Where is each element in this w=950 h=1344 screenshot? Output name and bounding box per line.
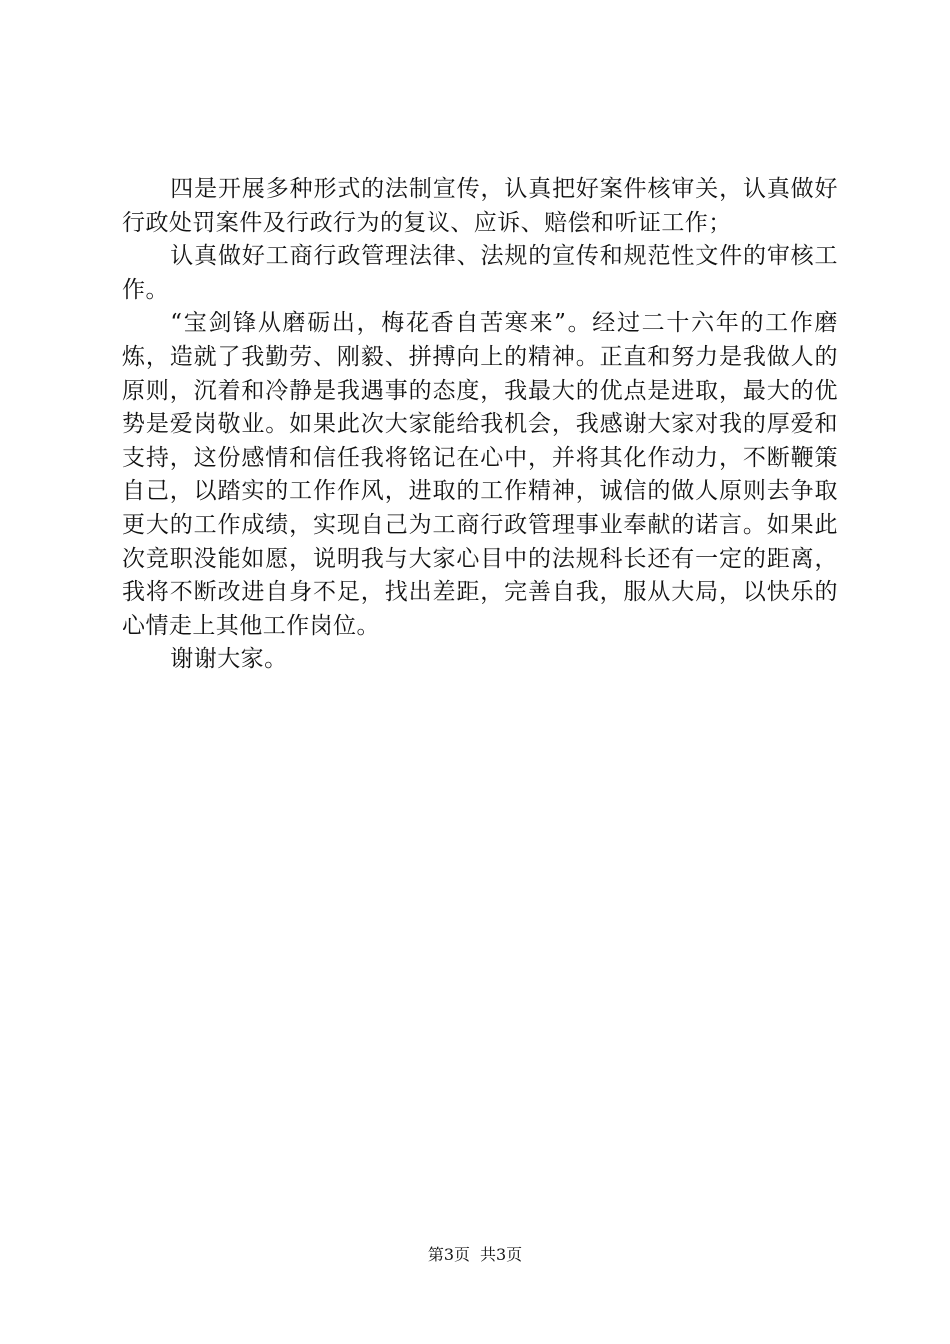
paragraph-closing-thanks: 谢谢大家。	[170, 646, 288, 673]
paragraph-review-work: 认真做好工商行政管理法律、法规的宣传和规范性文件的审核工作。	[122, 243, 838, 303]
page-total: 共3页	[480, 1245, 523, 1264]
document-body	[122, 173, 838, 677]
paragraph-legal-publicity: 四是开展多种形式的法制宣传，认真把好案件核审关，认真做好行政处罚案件及行政行为的复议、应诉、赔偿和听证工作；	[122, 176, 838, 236]
page-number: 第3页	[427, 1245, 470, 1264]
page-footer	[0, 1244, 950, 1266]
paragraph-personal-statement: “宝剑锋从磨砺出，梅花香自苦寒来”。经过二十六年的工作磨炼，造就了我勤劳、刚毅、拼搏向上的精神。正直和努力是我做人的原则，沉着和冷静是我遇事的态度，我最大的优点是进取，最大的优势是爱岗敬业。如果此次大家能给我机会，我感谢大家对我的厚爱和支持，这份感情和信任我将铭记在心中，并将其化作动力，不断鞭策自己，以踏实的工作作风，进取的工作精神，诚信的做人原则去争取更大的工作成绩，实现自己为工商行政管理事业奉献的诺言。如果此次竞职没能如愿，说明我与大家心目中的法规科长还有一定的距离，我将不断改进自身不足，找出差距，完善自我，服从大局，以快乐的心情走上其他工作岗位。	[122, 310, 838, 639]
